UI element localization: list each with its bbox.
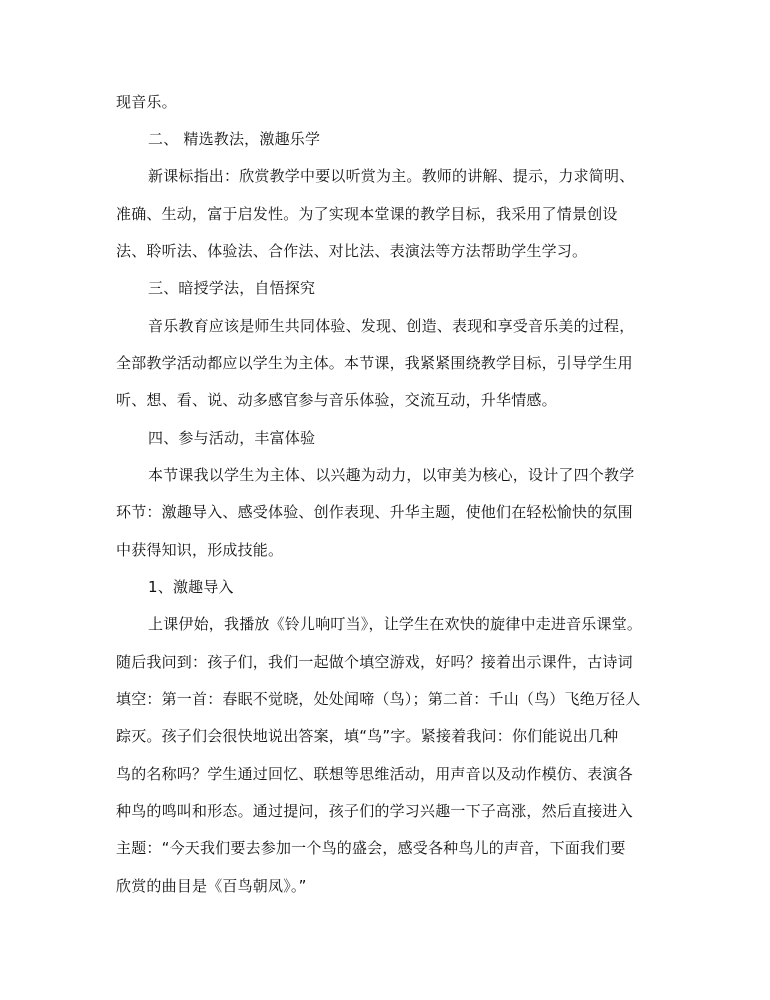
text-line: 法、聆听法、体验法、合作法、对比法、表演法等方法帮助学生学习。: [116, 242, 588, 260]
text-line: 踪灭。孩子们会很快地说出答案，填“鸟”字。紧接着我问：你们能说出几种: [116, 727, 619, 745]
text-line: 鸟的名称吗？学生通过回忆、联想等思维活动，用声音以及动作模仿、表演各: [116, 765, 633, 783]
text-line: 随后我问到：孩子们，我们一起做个填空游戏，好吗？接着出示课件，古诗词: [116, 653, 633, 671]
text-line: 本节课我以学生为主体、以兴趣为动力，以审美为核心，设计了四个教学: [148, 466, 635, 484]
text-line: 主题：“今天我们要去参加一个鸟的盛会，感受各种鸟儿的声音，下面我们要: [116, 839, 626, 857]
text-line: 欣赏的曲目是《百鸟朝凤》。”: [116, 877, 307, 895]
text-line: 环节：激趣导入、感受体验、创作表现、升华主题，使他们在轻松愉快的氛围: [116, 503, 633, 521]
text-line: 上课伊始，我播放《铃儿响叮当》，让学生在欢快的旋律中走进音乐课堂。: [148, 615, 643, 633]
section-heading: 四、参与活动，丰富体验: [148, 429, 316, 447]
text-line: 新课标指出：欣赏教学中要以听赏为主。教师的讲解、提示，力求简明、: [148, 167, 635, 185]
subsection-heading: 1、激趣导入: [148, 578, 234, 596]
text-line: 全部教学活动都应以学生为主体。本节课，我紧紧围绕教学目标，引导学生用: [116, 354, 633, 372]
section-heading: 二、 精选教法，激趣乐学: [148, 130, 321, 148]
text-line: 种鸟的鸣叫和形态。通过提问，孩子们的学习兴趣一下子高涨，然后直接进入: [116, 802, 633, 820]
text-line: 音乐教育应该是师生共同体验、发现、创造、表现和享受音乐美的过程，: [148, 317, 635, 335]
text-line: 中获得知识，形成技能。: [116, 541, 284, 559]
text-line: 准确、生动，富于启发性。为了实现本堂课的教学目标，我采用了情景创设: [116, 205, 618, 223]
section-heading: 三、暗授学法，自悟探究: [148, 279, 316, 297]
text-line: 现音乐。: [116, 93, 177, 111]
text-line: 听、想、看、说、动多感官参与音乐体验，交流互动，升华情感。: [116, 391, 557, 409]
text-line: 填空：第一首：春眠不觉晓，处处闻啼（鸟）；第二首：千山（鸟）飞绝万径人: [116, 690, 641, 708]
